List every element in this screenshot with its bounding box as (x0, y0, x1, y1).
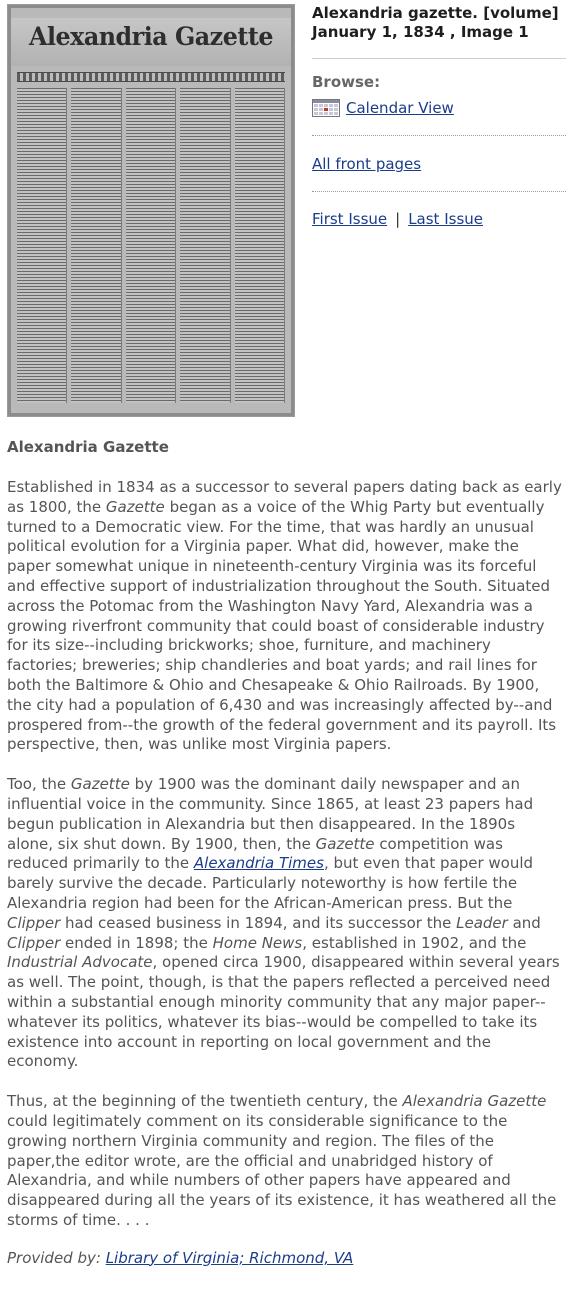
essay-text-run: ended in 1898; the (60, 933, 213, 952)
essay-text-run: by 1900 was the dominant daily newspaper and an influential voice in the community. Since 1865, at least 23 papers had begun publication in Alexandria but then disappeared. In the 1890s alone, six shut down. By 1900, then, the (7, 775, 534, 853)
essay-paragraph-1 (7, 478, 563, 755)
essay-text-run: competition was reduced primarily to the (7, 834, 503, 873)
calendar-view-link[interactable]: Calendar View (346, 99, 454, 117)
essay-text-run: Established in 1834 as a successor to several papers dating back as early as 1800, the (7, 478, 562, 516)
thumbnail-columns (17, 88, 285, 403)
thumbnail-column (17, 88, 67, 403)
last-issue-link[interactable]: Last Issue (408, 210, 483, 228)
issue-title: Alexandria gazette. [volume] January 1, 1834 , Image 1 (312, 4, 566, 59)
all-front-pages-link[interactable]: All front pages (312, 155, 422, 173)
essay-italic-title: Clipper (7, 913, 61, 932)
thumbnail-column (235, 88, 285, 403)
title-essay-section (0, 438, 570, 1267)
essay-italic-title: Clipper (7, 933, 61, 952)
essay-text-run: had ceased business in 1894, and its successor the (60, 913, 457, 932)
essay-text-run: , opened circa 1900, disappeared within several years as well. The point, though, is that the papers reflected a perceived need within a substantial enough minority community that any major paper--whatever its politics, whatever its bias--would be compelled to take its existence into account in reporting on local government and the economy. (7, 953, 560, 1071)
essay-text (7, 478, 563, 1231)
essay-text-run: , but even that paper would barely survive the decade. Particularly noteworthy is how fertile the Alexandria region had been for the African-American press. But the (7, 854, 534, 912)
calendar-icon[interactable] (312, 99, 340, 117)
browse-label: Browse: (312, 73, 381, 91)
issue-header (0, 0, 570, 430)
essay-text-run: began as a voice of the Whig Party but eventually turned to a Democratic view. For the time, that was hardly an unusual political evolution for a Virginia paper. What did, however, make the paper somewhat unique in nineteenth-century Virginia was its forceful and effective support of industrialization throughout the South. Situated across the Potomac from the Washington Navy Yard, Alexandria was a growing riverfront community that could boast of considerable industry for its size--including brickworks; shoe, furniture, and machinery factories; breweries; ship chandleries and boat yards; and rail lines for both the Baltimore & Ohio and Chesapeake & Ohio Railroads. By 1900, the city had a population of 6,430 and was increasingly affected by--and prospered from--the growth of the federal government and its payroll. Its perspective, then, was unlike most Virginia papers. (7, 497, 557, 754)
library-of-virginia-link[interactable]: Library of Virginia; Richmond, VA (105, 1248, 354, 1267)
essay-text-run: could legitimately comment on its considerable significance to the growing northern Virginia community and region. The files of the paper,the editor wrote, are the official and unabridged history of Alexandria, and while numbers of other papers have appeared and disappeared during all the years of its existence, it has weathered all the storms of time. . . . (7, 1111, 557, 1229)
issue-link-separator: | (395, 210, 401, 228)
essay-heading: Alexandria Gazette (7, 438, 169, 456)
issue-navigation (312, 210, 566, 228)
essay-italic-title: Leader (456, 913, 508, 932)
thumbnail-column (71, 88, 121, 403)
essay-paragraph-3 (7, 1092, 563, 1231)
essay-italic-title: Alexandria Gazette (402, 1092, 547, 1111)
thumbnail-column (126, 88, 176, 403)
calendar-row (312, 99, 566, 136)
thumbnail-masthead-text: Alexandria Gazette (29, 22, 273, 51)
alexandria-times-link[interactable]: Alexandria Times (193, 854, 324, 873)
essay-italic-title: Gazette (105, 497, 165, 516)
provided-by-label: Provided by: (7, 1248, 106, 1267)
all-front-pages-row (312, 154, 566, 192)
essay-italic-title: Industrial Advocate (7, 953, 153, 972)
provided-by (7, 1249, 563, 1267)
essay-italic-title: Gazette (315, 834, 375, 853)
essay-text-run: and (507, 913, 541, 932)
essay-paragraph-2 (7, 775, 563, 1072)
essay-text-run: , established in 1902, and the (302, 933, 527, 952)
thumbnail-paper (11, 8, 291, 413)
essay-italic-title: Home News (212, 933, 303, 952)
thumbnail-dateline (17, 72, 285, 82)
issue-info (312, 4, 566, 228)
essay-text-run: Thus, at the beginning of the twentieth century, the (7, 1092, 403, 1111)
essay-text-run: Too, the (7, 775, 71, 794)
front-page-thumbnail[interactable] (7, 4, 295, 417)
first-issue-link[interactable]: First Issue (312, 210, 388, 228)
essay-italic-title: Gazette (70, 775, 130, 794)
thumbnail-column (180, 88, 230, 403)
